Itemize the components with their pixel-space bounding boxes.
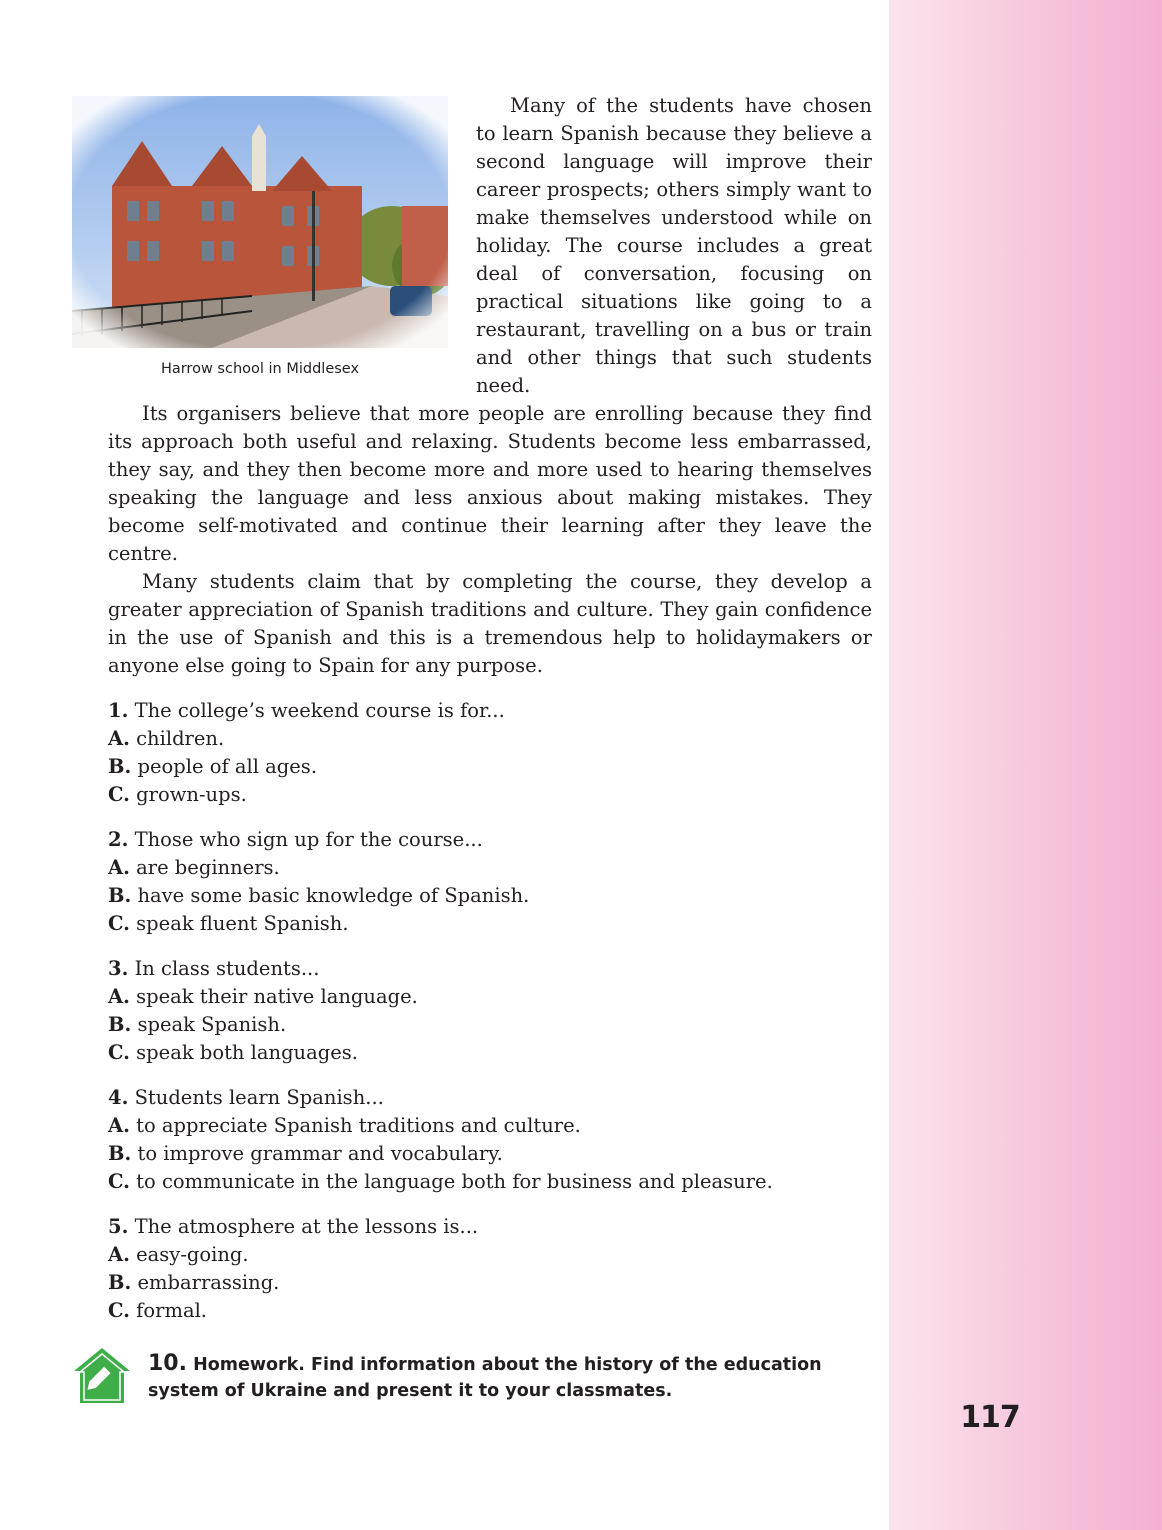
page-number: 117 [960,1400,1020,1435]
option-c [108,1039,872,1067]
option-letter: B. [108,1271,132,1294]
question-stem [108,1213,872,1241]
side-color-band [889,0,1162,1530]
option-letter: A. [108,1114,130,1137]
option-b [108,1269,872,1297]
option-c [108,910,872,938]
option-text: speak fluent Spanish. [136,912,349,935]
question-5 [108,1213,872,1325]
option-text: children. [136,727,225,750]
option-text: embarrassing. [137,1271,280,1294]
option-letter: A. [108,1243,130,1266]
option-letter: C. [108,783,130,806]
option-text: to improve grammar and vocabulary. [137,1142,503,1165]
paragraph-1 [476,92,872,400]
option-text: formal. [136,1299,208,1322]
option-text: grown-ups. [136,783,247,806]
question-stem [108,826,872,854]
option-a [108,1112,872,1140]
question-number: 3. [108,957,129,980]
question-number: 5. [108,1215,129,1238]
homework-number: 10. [148,1351,187,1376]
homework-text: Homework. Find information about the history of the education system of Ukraine and present it to your classmates. [148,1355,822,1401]
paragraph-3 [108,568,872,680]
question-text: Those who sign up for the course... [134,828,483,851]
pencil-house-icon [72,1345,132,1407]
question-4 [108,1084,872,1196]
option-text: are beginners. [136,856,280,879]
question-stem [108,1084,872,1112]
paragraph-1-text: Many of the students have chosen to learn Spanish because they believe a second language will improve their career prospects; others simply want to make themselves understood while on holiday. The course includes a great deal of conversation, focusing on practical situations like going to a restaurant, travelling on a bus or train and other things that such students need. [476,94,872,397]
option-a [108,725,872,753]
paragraph-2 [108,400,872,568]
question-3 [108,955,872,1067]
option-c [108,1297,872,1325]
option-letter: B. [108,884,132,907]
option-b [108,1011,872,1039]
question-stem [108,697,872,725]
option-letter: B. [108,1142,132,1165]
option-letter: A. [108,856,130,879]
option-text: have some basic knowledge of Spanish. [137,884,530,907]
option-text: speak both languages. [136,1041,358,1064]
option-letter: C. [108,1041,130,1064]
paragraph-3-text: Many students claim that by completing the course, they develop a greater appreciation of Spanish traditions and culture. They gain confidence in the use of Spanish and this is a tremendous help to holidaymakers or anyone else going to Spain for any purpose. [108,570,872,677]
option-a [108,983,872,1011]
question-stem [108,955,872,983]
option-letter: A. [108,727,130,750]
option-a [108,1241,872,1269]
option-b [108,882,872,910]
question-number: 1. [108,699,129,722]
option-a [108,854,872,882]
question-text: The college’s weekend course is for... [134,699,505,722]
option-letter: C. [108,912,130,935]
option-b [108,753,872,781]
option-b [108,1140,872,1168]
option-text: speak Spanish. [137,1013,287,1036]
option-text: easy-going. [136,1243,249,1266]
option-letter: A. [108,985,130,1008]
option-text: people of all ages. [137,755,318,778]
homework-task [148,1351,878,1404]
question-2 [108,826,872,938]
question-number: 2. [108,828,129,851]
option-letter: C. [108,1170,130,1193]
option-text: to communicate in the language both for business and pleasure. [136,1170,773,1193]
option-text: speak their native language. [136,985,418,1008]
question-text: Students learn Spanish... [134,1086,384,1109]
question-text: The atmosphere at the lessons is... [134,1215,479,1238]
option-text: to appreciate Spanish traditions and culture. [136,1114,581,1137]
question-1 [108,697,872,809]
option-letter: B. [108,755,132,778]
question-number: 4. [108,1086,129,1109]
question-text: In class students... [134,957,320,980]
option-c [108,1168,872,1196]
option-c [108,781,872,809]
option-letter: C. [108,1299,130,1322]
photo-caption: Harrow school in Middlesex [160,361,360,377]
paragraph-2-text: Its organisers believe that more people are enrolling because they find its approach both useful and relaxing. Students become less embarrassed, they say, and they then become more and more used to hearing themselves speaking the language and less anxious about making mistakes. They become self-motivated and continue their learning after they leave the centre. [108,402,872,565]
harrow-school-photo [72,96,448,348]
option-letter: B. [108,1013,132,1036]
